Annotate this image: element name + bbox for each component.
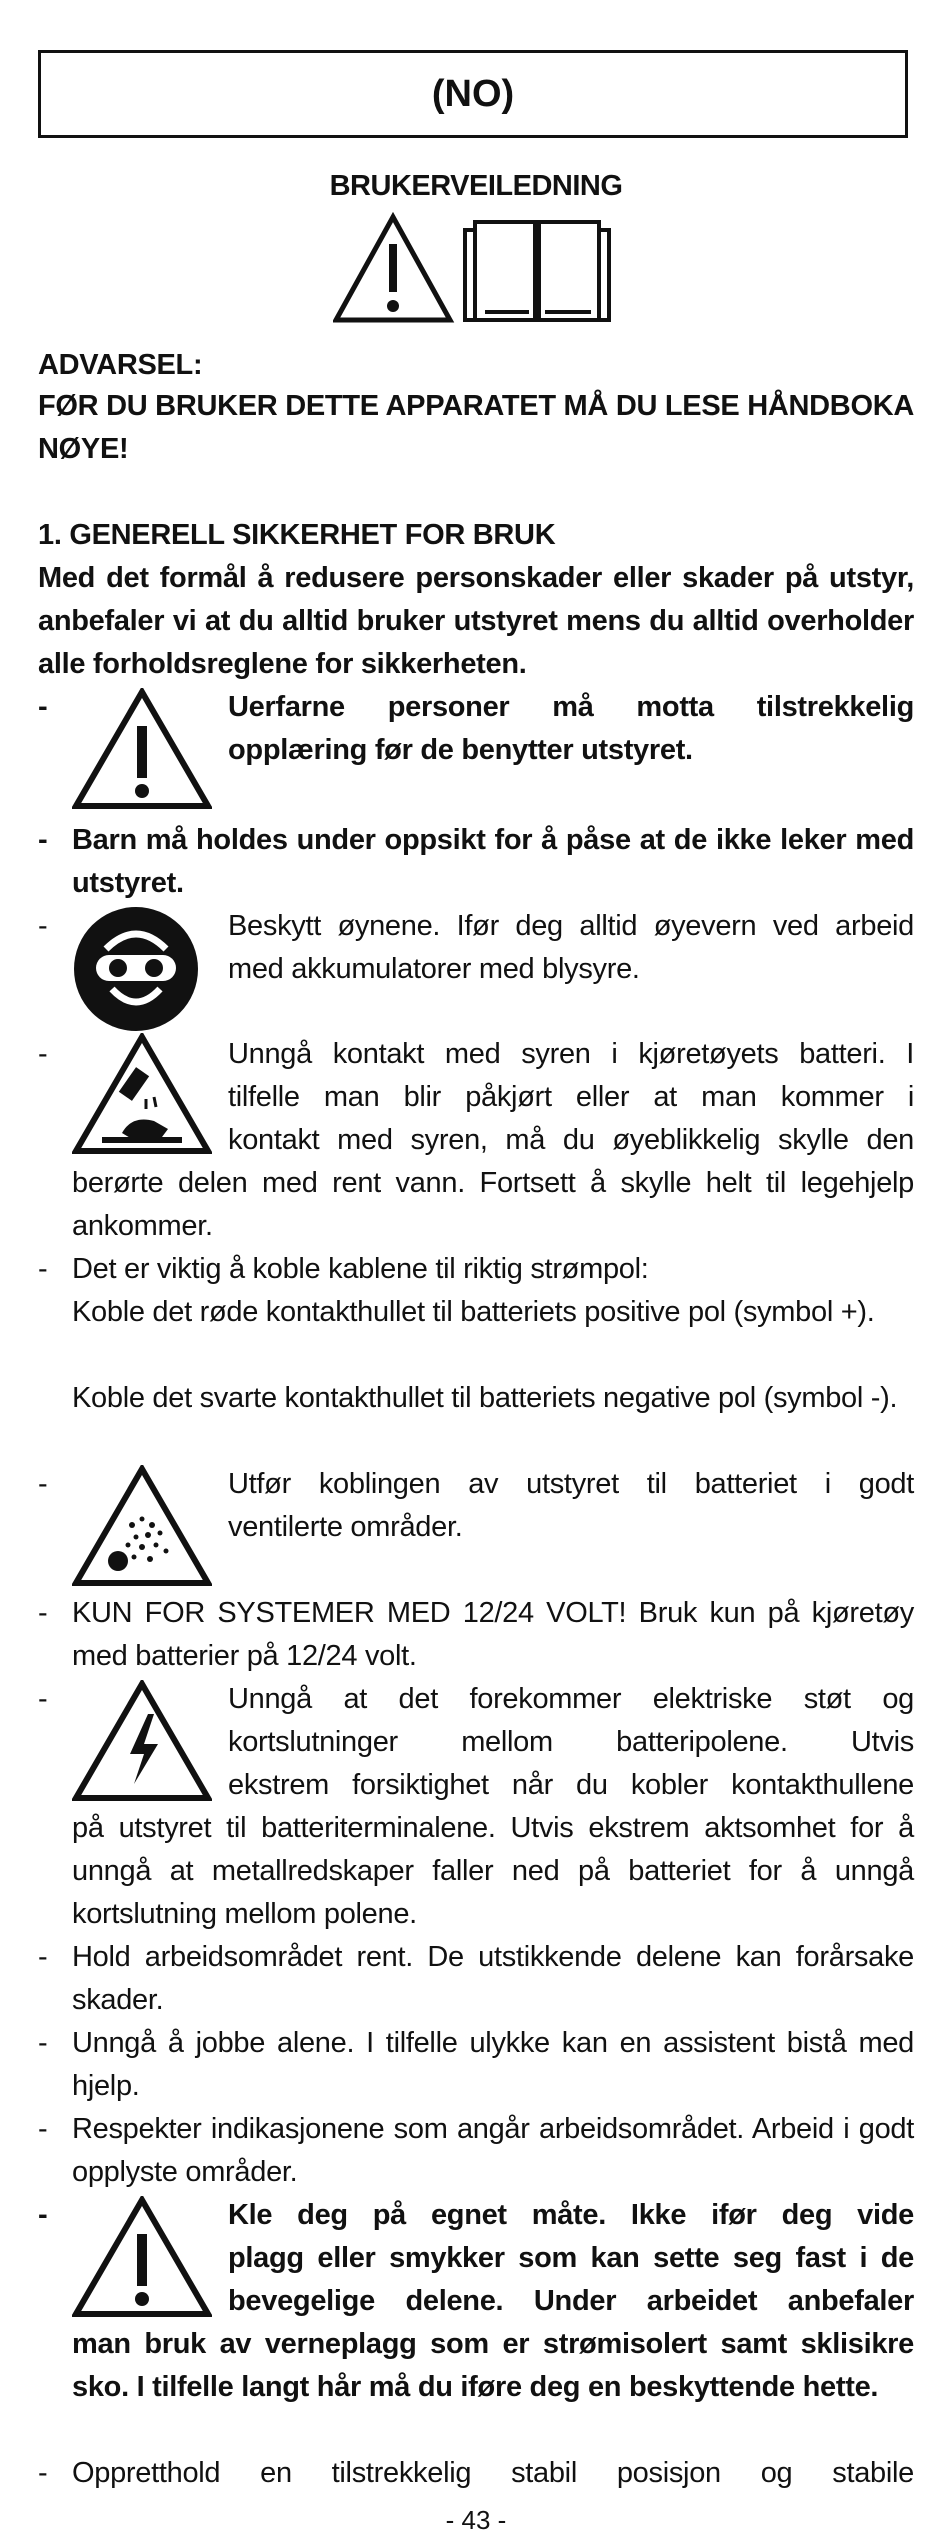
bullet-dash: - bbox=[38, 1038, 48, 1070]
section-heading: 1. GENERELL SIKKERHET FOR BRUK bbox=[38, 519, 556, 551]
safety-goggles-icon bbox=[72, 905, 200, 1033]
warning-triangle-icon bbox=[72, 688, 212, 810]
item-clothing-rest: man bruk av verneplagg som er strømisolert samt sklisikre sko. I tilfelle langt hår må du iføre deg en beskyttende hette. bbox=[72, 2328, 914, 2403]
bullet-dash: - bbox=[38, 2113, 48, 2145]
item-not-alone: Unngå å jobbe alene. I tilfelle ulykke kan en assistent bistå med hjelp. bbox=[72, 2027, 914, 2102]
item-eyes-line-1: Beskytt øynene. Ifør deg alltid øyevern ved arbeid bbox=[228, 910, 914, 942]
bullet-dash: - bbox=[38, 1597, 48, 1629]
corrosive-acid-icon bbox=[72, 1033, 212, 1155]
item-work-area: Respekter indikasjonene som angår arbeidsområdet. Arbeid i godt opplyste områder. bbox=[72, 2113, 914, 2188]
section-intro: Med det formål å redusere personskader eller skader på utstyr, anbefaler vi at du alltid bruker utstyret mens du alltid overholder alle forholdsreglene for sikkerheten. bbox=[38, 562, 914, 680]
item-voltage: KUN FOR SYSTEMER MED 12/24 VOLT! Bruk kun på kjøretøy med batterier på 12/24 volt. bbox=[72, 1597, 914, 1672]
warning-triangle-icon bbox=[336, 217, 450, 320]
item-children: Barn må holdes under oppsikt for å påse at de ikke leker med utstyret. bbox=[72, 824, 914, 899]
bullet-dash: - bbox=[38, 1468, 48, 1500]
bullet-dash: - bbox=[38, 1253, 48, 1285]
electric-shock-icon bbox=[72, 1680, 212, 1802]
item-acid-line-3: kontakt med syren, må du øyeblikkelig skylle den bbox=[228, 1124, 914, 1156]
item-polarity-black: Koble det svarte kontakthullet til batteriets negative pol (symbol -). bbox=[72, 1382, 898, 1414]
item-clothing-line-2: plagg eller smykker som kan sette seg fast i de bbox=[228, 2242, 914, 2274]
item-inexperienced-line-2: opplæring før de benytter utstyret. bbox=[228, 734, 693, 766]
item-acid-line-2: tilfelle man blir påkjørt eller at man kommer i bbox=[228, 1081, 914, 1113]
bullet-dash: - bbox=[38, 2027, 48, 2059]
read-manual-book-icon bbox=[465, 222, 609, 320]
item-ventilation-line-2: ventilerte områder. bbox=[228, 1511, 463, 1543]
language-title: (NO) bbox=[431, 72, 515, 115]
item-clean-area: Hold arbeidsområdet rent. De utstikkende delene kan forårsake skader. bbox=[72, 1941, 914, 2016]
item-polarity: Det er viktig å koble kablene til riktig strømpol: bbox=[72, 1253, 649, 1285]
item-shock-line-2: kortslutninger mellom batteripolene. Utvis bbox=[228, 1726, 914, 1758]
item-ventilation-line-1: Utfør koblingen av utstyret til batteriet i godt bbox=[228, 1468, 914, 1500]
page-number: - 43 - bbox=[445, 2505, 507, 2535]
item-acid-line-1: Unngå kontakt med syren i kjøretøyets batteri. I bbox=[228, 1038, 914, 1070]
explosive-gas-icon bbox=[72, 1465, 212, 1587]
bullet-dash: - bbox=[38, 691, 48, 723]
item-polarity-red: Koble det røde kontakthullet til batteriets positive pol (symbol +). bbox=[72, 1296, 875, 1328]
language-title-box bbox=[38, 50, 908, 138]
manual-subtitle: BRUKERVEILEDNING bbox=[329, 170, 623, 202]
item-shock-line-3: ekstrem forsiktighet når du kobler kontakthullene bbox=[228, 1769, 914, 1801]
warning-label: ADVARSEL: bbox=[38, 349, 203, 381]
item-clothing-line-1: Kle deg på egnet måte. Ikke ifør deg vide bbox=[228, 2199, 914, 2231]
item-eyes-line-2: med akkumulatorer med blysyre. bbox=[228, 953, 640, 985]
warning-triangle-icon bbox=[72, 2196, 212, 2318]
item-shock-line-1: Unngå at det forekommer elektriske støt og bbox=[228, 1683, 914, 1715]
bullet-dash: - bbox=[38, 824, 48, 856]
bullet-dash: - bbox=[38, 2199, 48, 2231]
item-acid-rest: berørte delen med rent vann. Fortsett å skylle helt til legehjelp ankommer. bbox=[72, 1167, 914, 1242]
item-clothing-line-3: bevegelige delene. Under arbeidet anbefaler bbox=[228, 2285, 914, 2317]
bullet-dash: - bbox=[38, 1941, 48, 1973]
item-shock-rest: på utstyret til batteriterminalene. Utvis ekstrem aktsomhet for å unngå at metallredskaper faller ned på batteriet for å unngå kortslutning mellom polene. bbox=[72, 1812, 914, 1930]
item-stable-position: Oppretthold en tilstrekkelig stabil posisjon og stabile bbox=[72, 2457, 914, 2489]
bullet-dash: - bbox=[38, 910, 48, 942]
warning-text: FØR DU BRUKER DETTE APPARATET MÅ DU LESE HÅNDBOKA NØYE! bbox=[38, 390, 914, 465]
header-icons bbox=[333, 212, 633, 332]
bullet-dash: - bbox=[38, 2457, 48, 2489]
bullet-dash: - bbox=[38, 1683, 48, 1715]
item-inexperienced-line-1: Uerfarne personer må motta tilstrekkelig bbox=[228, 691, 914, 723]
